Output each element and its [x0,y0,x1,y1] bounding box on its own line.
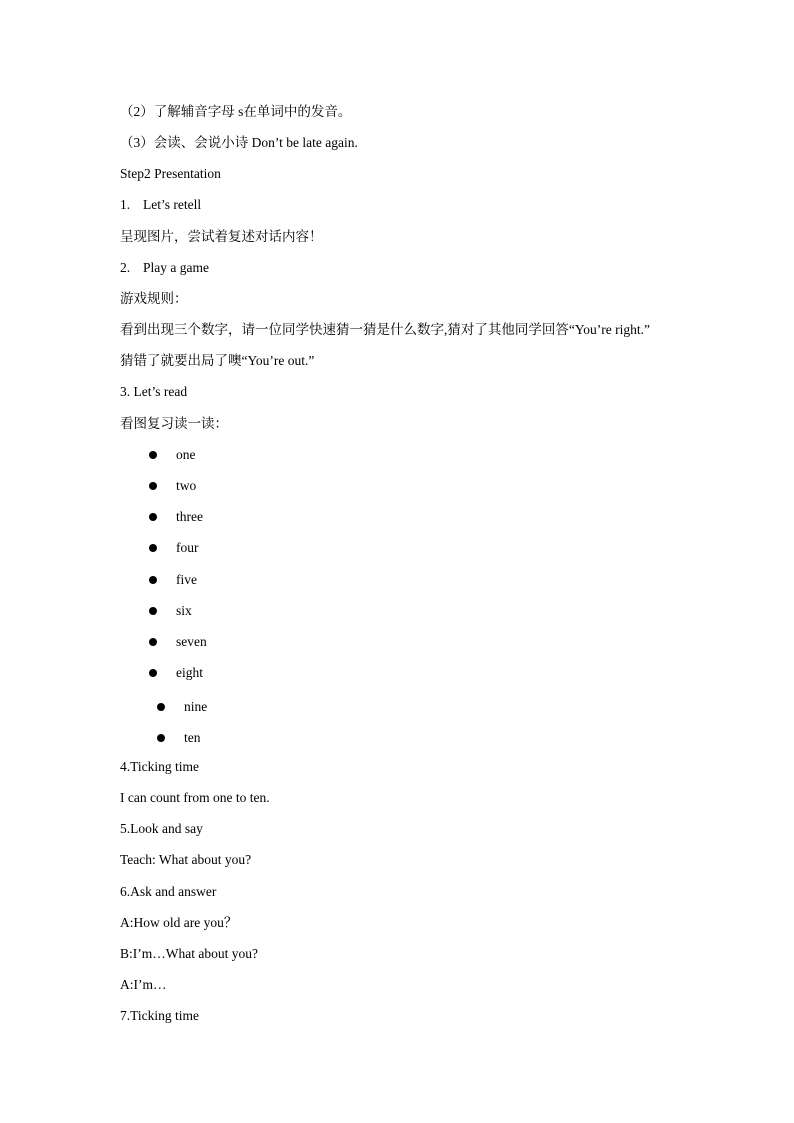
item-lets-retell [120,196,201,214]
game-rules-heading: 游戏规则： [120,291,188,306]
bullet-icon [149,451,157,459]
bullet-icon [149,669,157,677]
bullet-icon [157,734,165,742]
bullet-icon [149,544,157,552]
objective-3: （3）会读、会说小诗 Don’t be late again. [120,135,358,150]
item-number: 2. [120,260,131,275]
list-item-text: four [176,540,199,555]
dialogue-b-answer: B:I’m…What about you? [120,946,258,961]
lets-read-heading: 3. Let’s read [120,384,188,399]
objective-2: （2）了解辅音字母 s在单词中的发音。 [120,104,352,119]
list-item-text: one [176,447,196,462]
count-sentence: I can count from one to ten. [120,790,270,805]
dialogue-a-answer: A:I’m… [120,977,167,992]
list-item-text: ten [184,730,201,745]
bullet-icon [149,576,157,584]
ticking-time-heading-2: 7.Ticking time [120,1008,200,1023]
list-item-text: three [176,509,203,524]
read-instruction: 看图复习读一读： [120,416,228,431]
bullet-icon [149,482,157,490]
game-rules-line-2: 猜错了就要出局了噢“You’re out.” [120,353,315,368]
ticking-time-heading: 4.Ticking time [120,759,200,774]
game-rules-line-1: 看到出现三个数字，请一位同学快速猜一猜是什么数字,猜对了其他同学回答“You’re right.” [120,322,650,337]
item-text: Let’s retell [143,197,202,212]
list-item-text: nine [184,699,208,714]
bullet-icon [149,607,157,615]
item-play-a-game [120,259,209,277]
list-item-text: five [176,572,197,587]
item-text: Play a game [143,260,209,275]
list-item-text: eight [176,665,203,680]
bullet-icon [149,513,157,521]
look-and-say-heading: 5.Look and say [120,821,203,836]
list-item-text: six [176,603,192,618]
teach-line: Teach: What about you? [120,852,252,867]
bullet-icon [157,703,165,711]
step2-heading: Step2 Presentation [120,166,221,181]
list-item-text: seven [176,634,207,649]
item-number: 1. [120,197,131,212]
dialogue-a-question: A:How old are you？ [120,915,238,930]
ask-and-answer-heading: 6.Ask and answer [120,884,217,899]
retell-instruction: 呈现图片，尝试着复述对话内容！ [120,229,323,244]
list-item-text: two [176,478,197,493]
bullet-icon [149,638,157,646]
